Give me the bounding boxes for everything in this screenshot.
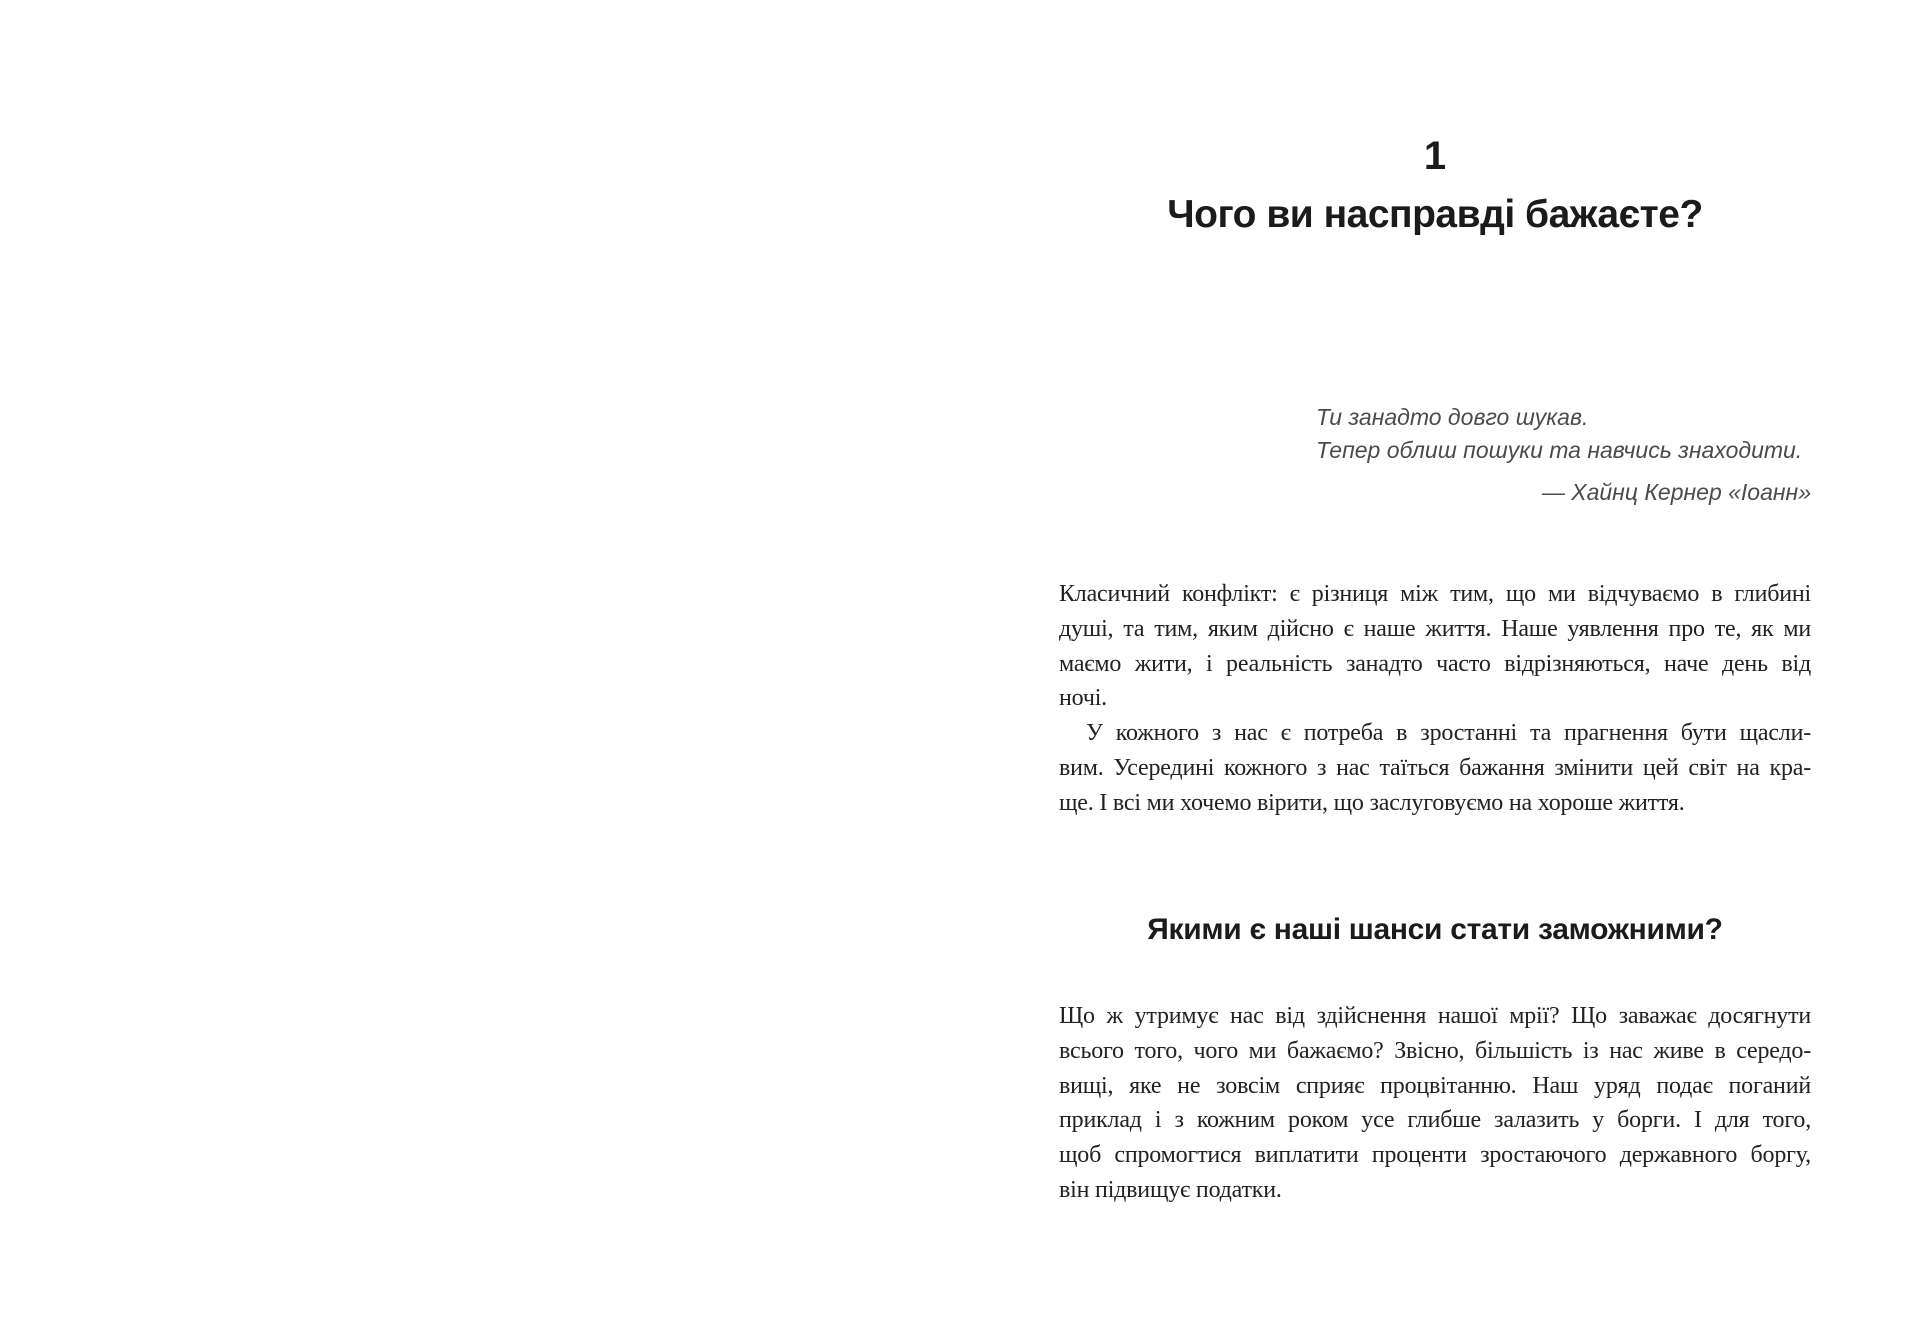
paragraph-3 [1059, 999, 1811, 1208]
text-line: вим. Усередині кожного з нас таїться бажання змінити цей світ на кра- [1059, 754, 1811, 781]
text-line: приклад і з кожним роком усе глибше залазить у борги. І для того, [1059, 1107, 1811, 1134]
epigraph [1059, 401, 1811, 509]
body-text-block-1 [1059, 577, 1811, 821]
text-line: щоб спромогтися виплатити проценти зростаючого державного боргу, [1059, 1142, 1811, 1169]
paragraph-2 [1059, 716, 1811, 820]
text-line: він підвищує податки. [1059, 1176, 1282, 1203]
text-line: Тепер облиш пошуки та навчись знаходити. [1316, 437, 1803, 463]
text-line: У кожного з нас є потреба в зростанні та прагнення бути щасли- [1086, 720, 1811, 747]
text-line: ще. І всі ми хочемо вірити, що заслуговуємо на хороше життя. [1059, 789, 1685, 816]
section-subheading: Якими є наші шанси стати заможними? [1147, 913, 1723, 946]
text-line: ночі. [1059, 685, 1107, 712]
text-line: маємо жити, і реальність занадто часто відрізняються, наче день від [1059, 650, 1811, 677]
epigraph-attribution: — Хайнц Кернер «Іоанн» [1541, 479, 1811, 505]
text-line: Ти занадто довго шукав. [1316, 404, 1589, 430]
paragraph-1 [1059, 577, 1811, 716]
body-text-block-2 [1059, 999, 1811, 1208]
text-line: всього того, чого ми бажаємо? Звісно, більшість із нас живе в середо- [1059, 1037, 1811, 1064]
chapter-title: Чого ви насправді бажаєте? [1167, 193, 1703, 236]
text-line: Класичний конфлікт: є різниця між тим, що ми відчуваємо в глибині [1059, 581, 1811, 607]
chapter-number: 1 [1423, 134, 1447, 178]
text-line: Що ж утримує нас від здійснення нашої мрії? Що заважає досягнути [1059, 1003, 1811, 1029]
epigraph-quote [1059, 401, 1811, 467]
text-line: душі, та тим, яким дійсно є наше життя. Наше уявлення про те, як ми [1059, 615, 1811, 642]
text-line: вищі, яке не зовсім сприяє процвітанню. Наш уряд подає поганий [1059, 1072, 1811, 1099]
